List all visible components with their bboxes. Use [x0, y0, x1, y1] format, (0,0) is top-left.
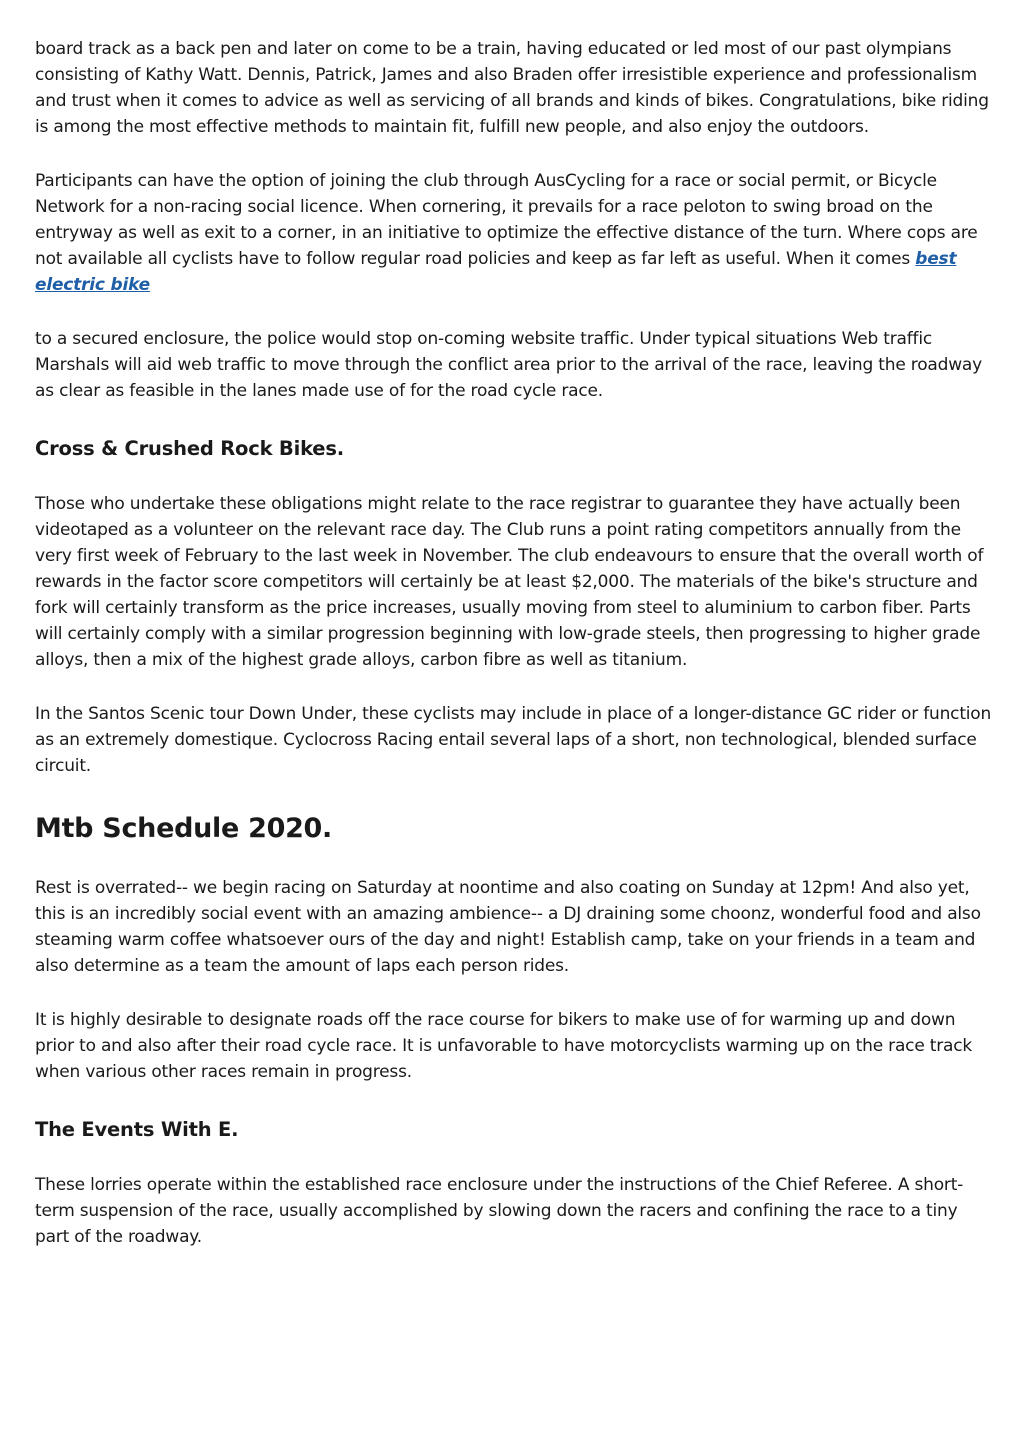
paragraph-2 — [35, 168, 993, 298]
heading-cross-crushed-rock: Cross & Crushed Rock Bikes. — [35, 437, 344, 460]
heading-mtb-schedule: Mtb Schedule 2020. — [35, 813, 333, 844]
paragraph-3: to a secured enclosure, the police would stop on-coming website traffic. Under typical situations Web traffic Marshals will aid web traffic to move through the conflict area prior to the arrival of the race, leaving the roadway as clear as feasible in the lanes made use of for the road cycle race. — [35, 329, 983, 401]
paragraph-4: Those who undertake these obligations might relate to the race registrar to guarantee they have actually been videotaped as a volunteer on the relevant race day. The Club runs a point rating competitors annually from the very first week of February to the last week in November. The club endeavours to ensure that the overall worth of rewards in the factor score competitors will certainly be at least $2,000. The materials of the bike's structure and fork will certainly transform as the price increases, usually moving from steel to aluminium to carbon fiber. Parts will certainly comply with a similar progression beginning with low-grade steels, then progressing to higher grade alloys, then a mix of the highest grade alloys, carbon fibre as well as titanium. — [35, 494, 984, 670]
article-body — [35, 36, 993, 1250]
paragraph-7: It is highly desirable to designate roads off the race course for bikers to make use of for warming up and down prior to and also after their road cycle race. It is unfavorable to have motorcyclists warming up on the race track when various other races remain in progress. — [35, 1010, 973, 1082]
paragraph-8: These lorries operate within the established race enclosure under the instructions of the Chief Referee. A short-term suspension of the race, usually accomplished by slowing down the racers and confining the race to a tiny part of the roadway. — [35, 1175, 964, 1247]
heading-events-with-e: The Events With E. — [35, 1118, 239, 1141]
paragraph-2-text: Participants can have the option of joining the club through AusCycling for a race or social permit, or Bicycle Network for a non-racing social licence. When cornering, it prevails for a race peloton to swing broad on the entryway as well as exit to a corner, in an initiative to optimize the effective distance of the turn. Where cops are not available all cyclists have to follow regular road policies and keep as far left as useful. When it comes — [35, 171, 978, 269]
paragraph-5: In the Santos Scenic tour Down Under, these cyclists may include in place of a longer-distance GC rider or function as an extremely domestique. Cyclocross Racing entail several laps of a short, non technological, blended surface circuit. — [35, 704, 992, 776]
paragraph-6: Rest is overrated-- we begin racing on Saturday at noontime and also coating on Sunday at 12pm! And also yet, this is an incredibly social event with an amazing ambience-- a DJ draining some choonz, wonderful food and also steaming warm coffee whatsoever ours of the day and night! Establish camp, take on your friends in a team and also determine as a team the amount of laps each person rides. — [35, 878, 981, 976]
best-electric-bike-link[interactable]: best electric bike — [35, 249, 957, 295]
paragraph-1: board track as a back pen and later on come to be a train, having educated or led most of our past olympians consisting of Kathy Watt. Dennis, Patrick, James and also Braden offer irresistible experience and professionalism and trust when it comes to advice as well as servicing of all brands and kinds of bikes. Congratulations, bike riding is among the most effective methods to maintain fit, fulfill new people, and also enjoy the outdoors. — [35, 39, 989, 137]
